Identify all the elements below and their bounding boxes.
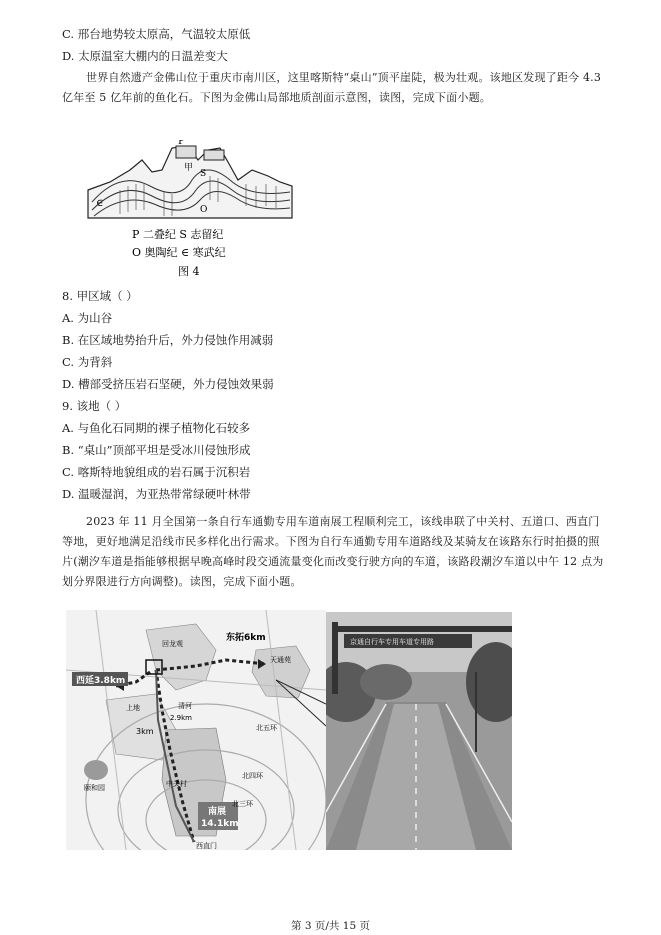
map-label-west: 西延3.8km <box>76 676 126 686</box>
q8-option-d: D. 槽部受挤压岩石坚硬，外力侵蚀效果弱 <box>62 377 274 391</box>
page-footer: 第 3 页/共 15 页 <box>291 920 370 932</box>
bike-lane-photo-svg <box>326 612 512 850</box>
map-label-ring4: 北四环 <box>242 772 263 780</box>
map-label-3km: 3km <box>136 727 154 736</box>
q9-stem: 9. 该地（ ） <box>62 399 127 413</box>
intro-paragraph-1: 世界自然遗产金佛山位于重庆市南川区，这里喀斯特“桌山”顶平崖陡，极为壮观。该地区发现了距今 4.3 亿年至 5 亿年前的鱼化石。下图为金佛山局部地质剖面示意图，读图，完成下面小题。 <box>62 71 602 104</box>
geology-figure <box>80 140 300 280</box>
label-jia: 甲 <box>184 163 194 173</box>
pointer-arrows <box>276 610 326 850</box>
map-label-tiantongyuan: 天通苑 <box>270 656 291 664</box>
map-label-huilongguan: 回龙观 <box>162 640 183 648</box>
figure-caption: 图 4 <box>178 265 200 278</box>
label-p: P <box>178 140 185 147</box>
map-label-yiheyuan: 颐和园 <box>84 784 105 792</box>
legend-line-1: P 二叠纪 S 志留纪 <box>132 228 224 241</box>
map-label-zhongguancun: 中关村 <box>166 780 187 788</box>
bike-lane-photo <box>326 612 512 850</box>
q9-option-a: A. 与鱼化石同期的裸子植物化石较多 <box>62 421 251 435</box>
map-label-south-length: 14.1km <box>201 819 239 829</box>
map-label-ring5: 北五环 <box>256 724 277 732</box>
map-label-ring3: 北三环 <box>232 800 253 808</box>
option-d-prev: D. 太原温室大棚内的日温差变大 <box>62 49 228 63</box>
map-label-xizhimen: 西直门 <box>196 842 217 850</box>
map-label-south: 南展 <box>208 807 227 817</box>
map-label-east: 东拓6km <box>226 633 266 643</box>
q9-option-c: C. 喀斯特地貌组成的岩石属于沉积岩 <box>62 465 251 479</box>
intro-paragraph-2: 2023 年 11 月全国第一条自行车通勤专用车道南展工程顺利完工，该线串联了中关村、五道口、西直门等地，更好地满足沿线市民多样化出行需求。下图为自行车通勤专用车道路线及某骑友在该路东行时拍摄的照片(潮汐车道是指能够根据早晚高峰时段交通流量变化而改变行驶方向的车道，该路段潮汐车道以中午 12 点为划分界限进行方向调整)。读图，完成下面小题。 <box>62 515 604 588</box>
photo-sign-text: 京通自行车专用车道专用路 <box>350 638 434 646</box>
q9-option-d: D. 温暖湿润，为亚热带常绿硬叶林带 <box>62 487 251 501</box>
q8-option-c: C. 为背斜 <box>62 355 113 369</box>
label-e: ∈ <box>96 198 104 209</box>
label-s: S <box>200 169 207 179</box>
q8-stem: 8. 甲区域（ ） <box>62 289 138 303</box>
q9-option-b: B. “桌山”顶部平坦是受冰川侵蚀形成 <box>62 443 251 457</box>
geology-cross-section <box>80 140 300 280</box>
route-map <box>66 610 326 850</box>
label-o: O <box>200 205 208 215</box>
legend-line-2: O 奥陶纪 ∈ 寒武纪 <box>132 246 226 259</box>
q8-option-b: B. 在区域地势抬升后，外力侵蚀作用减弱 <box>62 333 274 347</box>
q8-option-a: A. 为山谷 <box>62 311 113 325</box>
option-c-prev: C. 邢台地势较太原高，气温较太原低 <box>62 27 251 41</box>
map-label-qinghe: 清河 <box>178 702 192 710</box>
map-label-29km: 2.9km <box>170 714 193 722</box>
map-label-shangdi: 上地 <box>126 704 140 712</box>
